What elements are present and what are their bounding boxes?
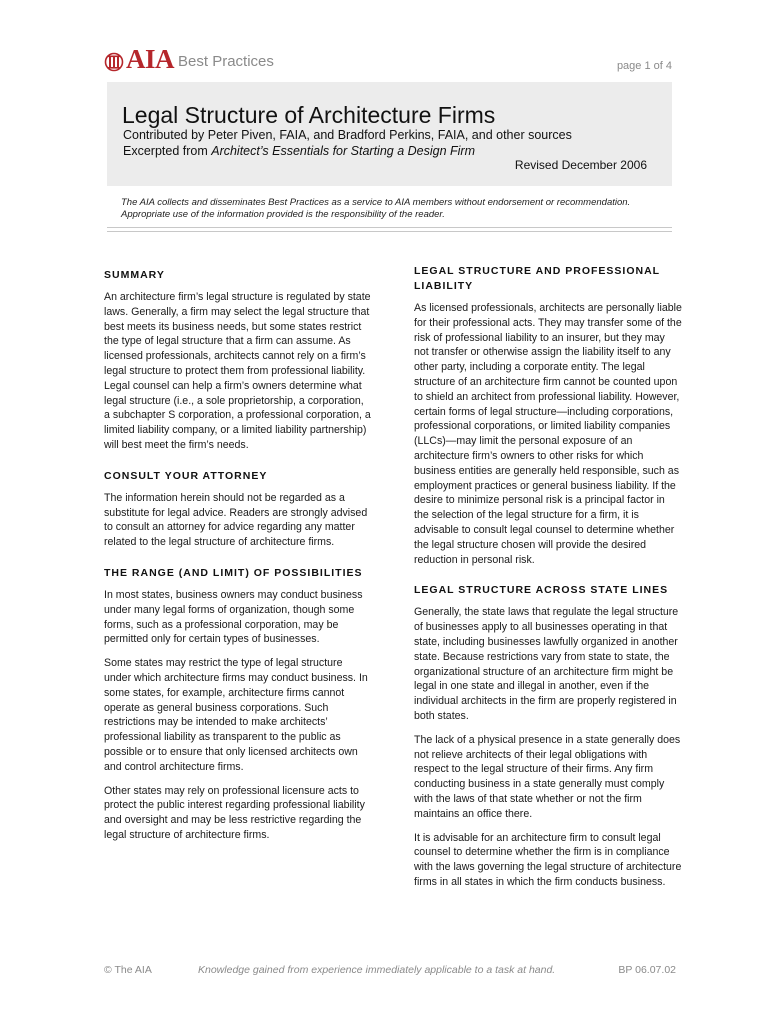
aia-seal-icon xyxy=(104,51,124,73)
divider xyxy=(107,231,672,232)
divider xyxy=(107,227,672,228)
disclaimer-line-1: The AIA collects and disseminates Best Practices as a service to AIA members without endorsement or recommendation. xyxy=(121,197,631,208)
excerpt-prefix: Excerpted from xyxy=(123,144,212,158)
title-box xyxy=(107,82,672,186)
section-heading-state-lines: LEGAL STRUCTURE ACROSS STATE LINES xyxy=(414,584,669,597)
page-number: page 1 of 4 xyxy=(616,60,672,72)
contributors: Contributed by Peter Piven, FAIA, and Bradford Perkins, FAIA, and other sources xyxy=(123,128,572,142)
section-heading-liability xyxy=(414,264,682,294)
logo-subtitle: Best Practices xyxy=(178,53,274,70)
footer-tagline: Knowledge gained from experience immediately applicable to a task at hand. xyxy=(198,964,556,976)
section-heading-summary: SUMMARY xyxy=(104,269,165,281)
aia-logo xyxy=(104,46,274,73)
disclaimer xyxy=(121,197,666,221)
summary-paragraph: An architecture firm’s legal structure is regulated by state laws. Generally, a firm may select the legal structure that best meets its business needs, but some states restrict the type of legal structure that a firm can assume. As licensed professionals, architects cannot rely on a firm’s legal structure to protect them from professional liability. Legal counsel can help a firm’s owners determine what legal structure (i.e., a sole proprietorship, a corporation, a subchapter S corporation, a professional corporation, a limited liability company, or a limited liability partnership) will best meet the firm’s needs. xyxy=(104,291,371,451)
footer-doc-code: BP 06.07.02 xyxy=(618,964,676,976)
heading-line-1: LEGAL STRUCTURE AND PROFESSIONAL xyxy=(414,265,661,277)
excerpt-book: Architect’s Essentials for Starting a Design Firm xyxy=(211,144,475,158)
range-paragraph-2: Some states may restrict the type of legal structure under which architecture firms may conduct business. In some states, for example, architecture firms cannot operate as general business corporations. Such restrictions may be intended to make architects’ professional liability as transparent to the public as possible or to ensure that only licensed architects own and control architecture firms. xyxy=(104,657,368,773)
page-footer xyxy=(104,964,676,978)
consult-paragraph: The information herein should not be regarded as a substitute for legal advice. Readers are strongly advised to consult an attorney for advice regarding any matter related to the legal structure of architecture firms. xyxy=(104,491,368,549)
section-heading-range: THE RANGE (AND LIMIT) OF POSSIBILITIES xyxy=(104,566,363,579)
range-paragraph-1: In most states, business owners may conduct business under many legal forms of organization, though some forms, such as a professional corporation, may be permitted only for certain types of businesses. xyxy=(104,588,363,646)
state-lines-paragraph-2: The lack of a physical presence in a state generally does not relieve architects of their legal obligations with respect to the legal structure of their firms. Any firm conducting business in a state generally must comply with the laws of that state whether or not the firm maintains an office there. xyxy=(414,733,681,820)
state-lines-paragraph-3: It is advisable for an architecture firm to consult legal counsel to determine whether the firm is in compliance with the laws governing the legal structure of architecture firms in all states in which the firm conducts business. xyxy=(414,831,682,888)
page-title: Legal Structure of Architecture Firms xyxy=(122,102,496,128)
logo-text: AIA xyxy=(126,44,175,74)
revised-date: Revised December 2006 xyxy=(514,158,647,172)
page-header xyxy=(104,44,672,78)
liability-paragraph: As licensed professionals, architects are personally liable for their professional acts. They may transfer some of the risk of professional liability to an insurer, but they may not transfer or otherwise assign the liability itself to any other party, including a corporate entity. The legal structure of an architecture firm cannot be counted upon to shield an architect from professional liability. However, certain forms of legal structure—including corporations, professional corporations, or limited liability companies (LLCs)—may limit the personal exposure of an architecture firm’s owners to other risks for which business entities are generally held responsible, such as employment practices or general business liability. If the desire to minimize personal risk is a principal factor in the selection of the legal structure for a firm, it is advisable to consult legal counsel to determine whether the legal structure chosen will provide the desired reduction in personal risk. xyxy=(414,302,682,566)
footer-copyright: © The AIA xyxy=(104,964,152,976)
section-heading-consult: CONSULT YOUR ATTORNEY xyxy=(104,469,268,482)
range-paragraph-3: Other states may rely on professional licensure acts to protect the public interest regarding professional liability and oversight and may be less restrictive regarding the legal structure of architecture firms. xyxy=(104,784,365,841)
right-column xyxy=(414,264,682,899)
excerpt-source xyxy=(123,144,475,158)
left-column xyxy=(104,268,372,852)
disclaimer-line-2: Appropriate use of the information provided is the responsibility of the reader. xyxy=(121,209,445,220)
state-lines-paragraph-1: Generally, the state laws that regulate the legal structure of businesses apply to all businesses operating in that state, including businesses lawfully organized in another state. Because restrictions vary from state to state, the organizational structure of an architecture firm might be legal in one state and illegal in another, even if the individual architects in the firm are properly registered in both states. xyxy=(414,606,679,722)
heading-line-2: LIABILITY xyxy=(414,280,474,292)
